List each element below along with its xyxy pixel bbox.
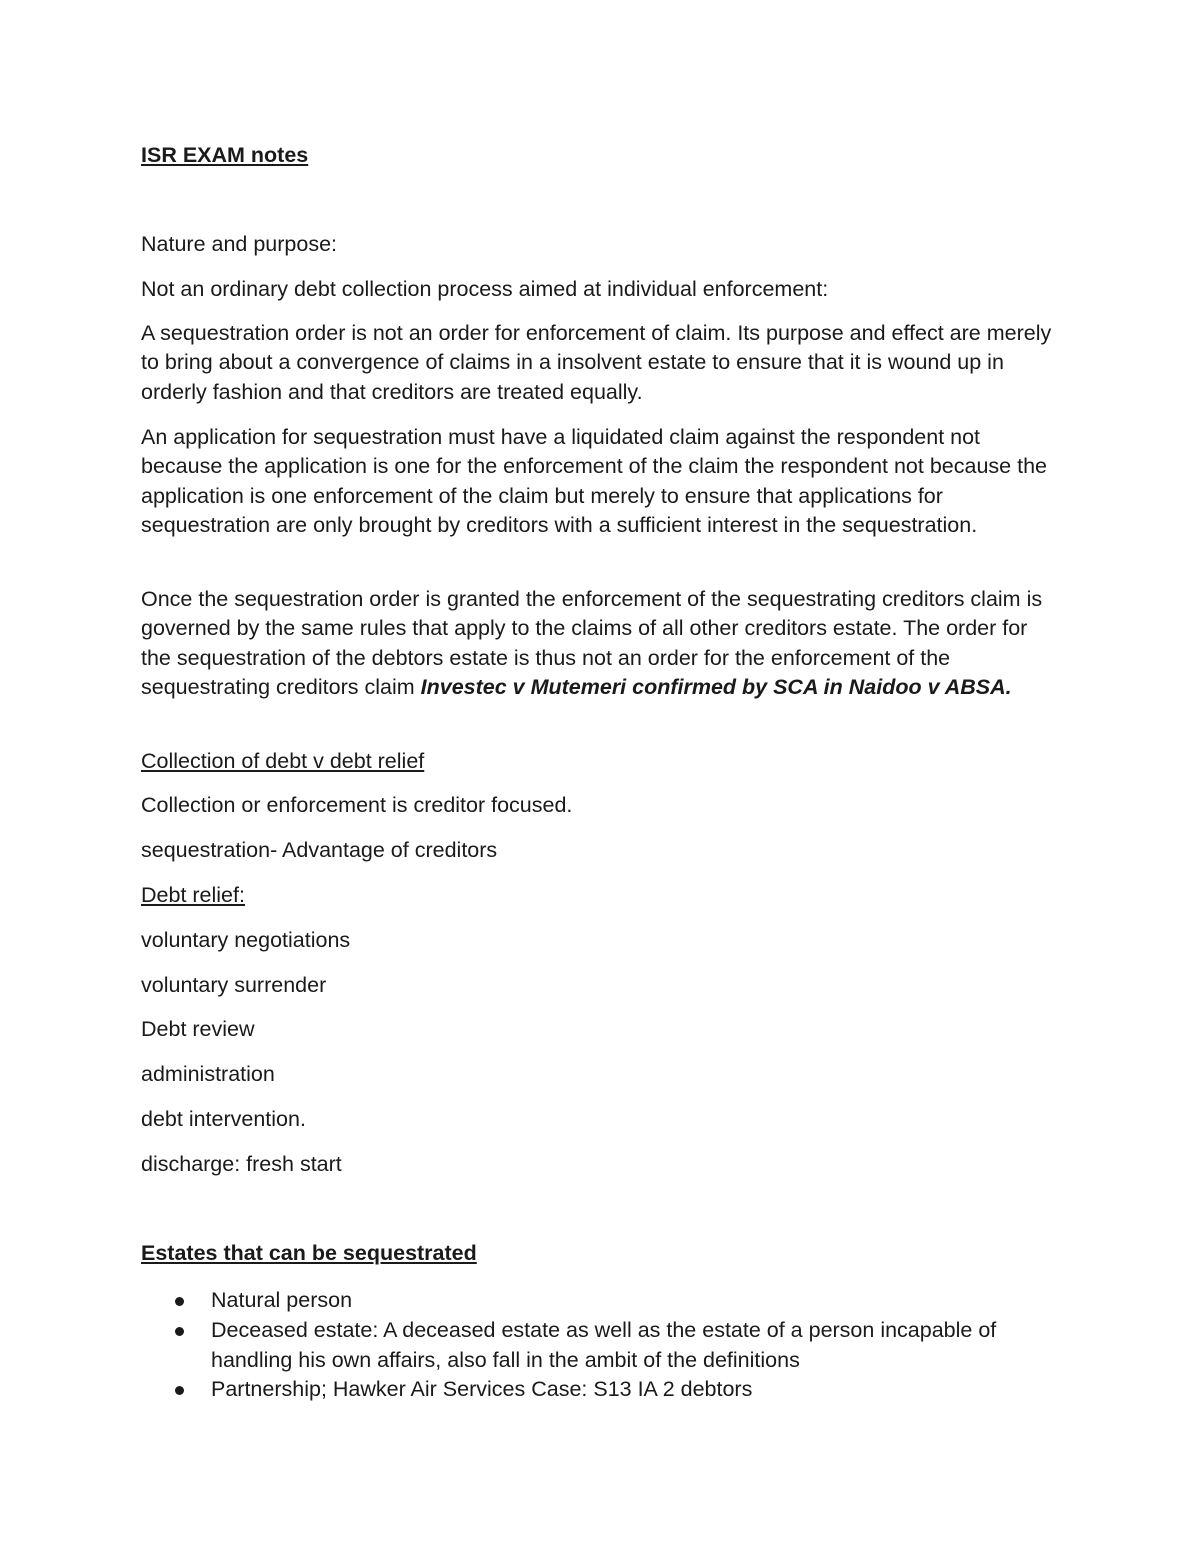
paragraph-2: A sequestration order is not an order for enforcement of claim. Its purpose and effect are merely to bring about a convergence of claims in a insolvent estate to ensure that it is wound up in orderly fashion and that creditors are treated equally. (141, 321, 1052, 404)
debt-relief-item: discharge: fresh start (141, 1152, 342, 1176)
debt-relief-item: voluntary surrender (141, 973, 327, 997)
nature-heading: Nature and purpose: (141, 232, 338, 256)
paragraph-4 (141, 585, 1061, 702)
estates-heading: Estates that can be sequestrated (141, 1241, 477, 1265)
debt-relief-item: voluntary negotiations (141, 928, 351, 952)
bullet-icon (175, 1297, 184, 1306)
collection-line: Collection or enforcement is creditor focused. (141, 793, 573, 817)
list-item-text: Deceased estate: A deceased estate as well as the estate of a person incapable of handling his own affairs, also fall in the ambit of the definitions (211, 1317, 997, 1372)
list-item (141, 1375, 1061, 1405)
bullet-icon (175, 1327, 184, 1336)
estates-list (141, 1286, 1061, 1405)
list-item (141, 1286, 1061, 1316)
document-page (141, 0, 1061, 1553)
paragraph-1: Not an ordinary debt collection process aimed at individual enforcement: (141, 277, 829, 301)
list-item (141, 1316, 1061, 1376)
list-item-text: Partnership; Hawker Air Services Case: S13 IA 2 debtors (211, 1377, 753, 1402)
collection-heading: Collection of debt v debt relief (141, 749, 425, 773)
debt-relief-item: Debt review (141, 1017, 255, 1041)
debt-relief-item: administration (141, 1062, 275, 1086)
sequestration-line: sequestration- Advantage of creditors (141, 838, 498, 862)
case-citation: Investec v Mutemeri confirmed by SCA in Naidoo v ABSA. (420, 674, 1012, 699)
bullet-icon (175, 1386, 184, 1395)
debt-relief-item: debt intervention. (141, 1107, 306, 1131)
paragraph-3: An application for sequestration must have a liquidated claim against the respondent not because the application is one for the enforcement of the claim the respondent not because the application is one enforcement of the claim but merely to ensure that applications for sequestration are only brought by creditors with a sufficient interest in the sequestration. (141, 425, 1047, 537)
list-item-text: Natural person (211, 1288, 353, 1312)
paragraph-4-text: Once the sequestration order is granted the enforcement of the sequestrating creditors claim is governed by the same rules that apply to the claims of all other creditors estate. The order for the sequestration of the debtors estate is thus not an order for the enforcement of the sequestrating creditors claim (141, 587, 1043, 699)
debt-relief-heading: Debt relief: (141, 883, 245, 907)
document-title: ISR EXAM notes (141, 143, 309, 167)
